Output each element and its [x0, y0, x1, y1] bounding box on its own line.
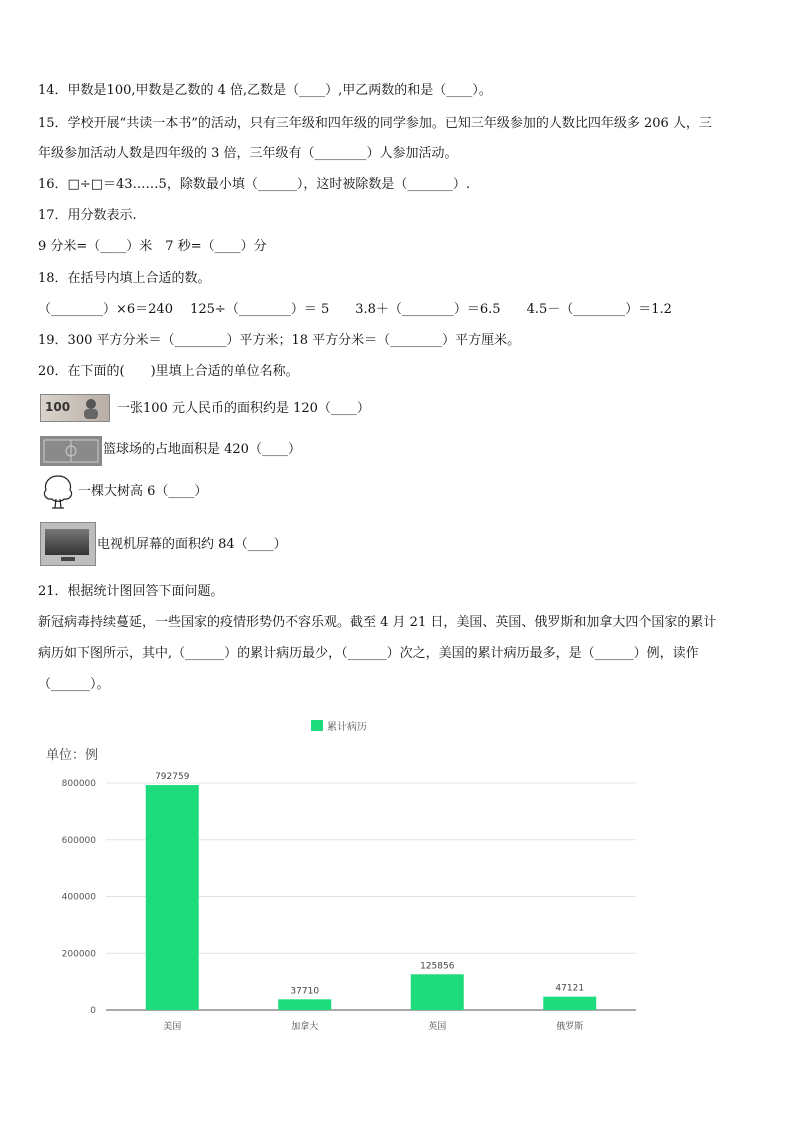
- question-15-line1: 15．学校开展“共读一本书”的活动，只有三年级和四年级的同学参加。已知三年级参加的人数比四年级多 206 人，三: [38, 116, 712, 131]
- question-20c: 一棵大树高 6（____）: [78, 484, 208, 499]
- question-21: 21．根据统计图回答下面问题。: [38, 584, 224, 599]
- data-label: 37710: [290, 986, 320, 997]
- tree-icon: [40, 472, 76, 510]
- question-20a: 一张100 元人民币的面积约是 120（____）: [117, 401, 370, 416]
- legend-swatch: [311, 720, 323, 731]
- question-14: 14．甲数是100,甲数是乙数的 4 倍,乙数是（____）,甲乙两数的和是（____）。: [38, 83, 492, 98]
- question-21-para3: （______）。: [38, 677, 110, 692]
- x-tick-label: 俄罗斯: [556, 1022, 584, 1032]
- question-21-para1: 新冠病毒持续蔓延，一些国家的疫情形势仍不容乐观。截至 4 月 21 日，美国、英国、俄罗斯和加拿大四个国家的累计: [38, 615, 717, 630]
- question-18: 18．在括号内填上合适的数。: [38, 271, 211, 286]
- data-label: 125856: [420, 961, 455, 972]
- y-tick-label: 600000: [61, 835, 96, 846]
- question-18-blanks: （________）×6＝240 125÷（________）＝ 5 3.8＋（________）＝6.5 4.5－（________）＝1.2: [38, 302, 672, 317]
- data-label: 792759: [155, 772, 190, 783]
- y-tick-label: 400000: [61, 892, 96, 903]
- x-tick-label: 加拿大: [291, 1022, 319, 1032]
- chart-legend: [311, 720, 367, 733]
- question-15-line2: 年级参加活动人数是四年级的 3 倍，三年级有（________）人参加活动。: [38, 146, 458, 161]
- data-label: 47121: [555, 983, 585, 994]
- question-17: 17．用分数表示.: [38, 208, 137, 223]
- tv-image: [40, 522, 96, 566]
- court-lines-icon: [41, 437, 101, 465]
- x-tick-label: 英国: [428, 1022, 447, 1032]
- unit-label: 单位：例: [46, 748, 99, 763]
- question-20d: 电视机屏幕的面积约 84（____）: [97, 537, 287, 552]
- y-tick-label: 0: [90, 1006, 96, 1016]
- bar: [411, 974, 464, 1010]
- question-21-para2: 病历如下图所示，其中,（______）的累计病历最少，（______）次之，美国的累计病历最多，是（______）例，读作: [38, 646, 699, 661]
- legend-label: 累计病历: [327, 722, 367, 733]
- tv-screen: [45, 529, 89, 555]
- basketball-court-image: [40, 436, 102, 466]
- banknote-image: [40, 394, 110, 422]
- y-tick-label: 800000: [61, 779, 96, 789]
- bar: [278, 999, 331, 1010]
- tv-stand: [61, 557, 75, 561]
- question-19: 19．300 平方分米＝（________）平方米；18 平方分米＝（________）平方厘米。: [38, 333, 521, 348]
- bar: [146, 785, 199, 1010]
- question-17-units: 9 分米=（____）米 7 秒=（____）分: [38, 239, 267, 254]
- question-20: 20．在下面的( )里填上合适的单位名称。: [38, 364, 299, 379]
- question-20b: 篮球场的占地面积是 420（____）: [103, 442, 301, 457]
- bar-chart: [40, 712, 650, 1042]
- x-tick-label: 美国: [163, 1022, 182, 1032]
- banknote-text: 100: [45, 400, 71, 414]
- bar: [543, 997, 596, 1010]
- question-16: 16．□÷□＝43……5，除数最小填（______），这时被除数是（_______）.: [38, 177, 470, 192]
- portrait-icon: [81, 397, 101, 419]
- y-tick-label: 200000: [61, 949, 96, 960]
